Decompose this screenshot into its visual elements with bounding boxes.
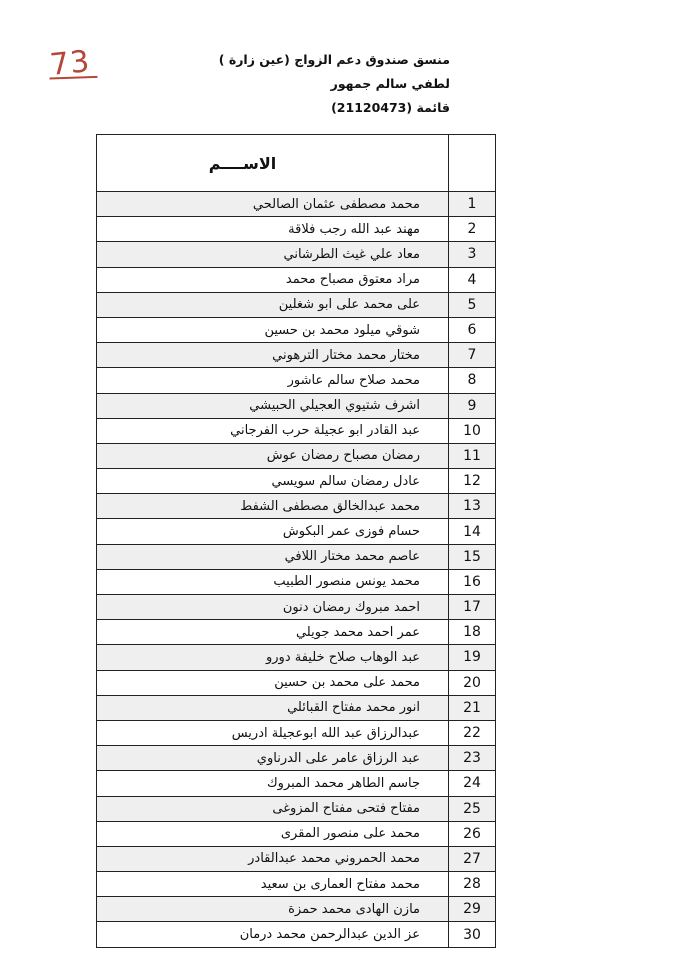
- row-number-cell: 22: [449, 720, 496, 745]
- row-number-cell: 27: [449, 846, 496, 871]
- row-number-cell: 5: [449, 292, 496, 317]
- row-name-cell: محمد عبدالخالق مصطفى الشفط: [97, 494, 449, 519]
- table-row: [97, 796, 496, 821]
- row-number-cell: 8: [449, 368, 496, 393]
- table-row: [97, 343, 496, 368]
- row-number-cell: 28: [449, 872, 496, 897]
- row-name-cell: محمد على محمد بن حسين: [97, 670, 449, 695]
- row-number-cell: 20: [449, 670, 496, 695]
- row-name-cell: عبد الرزاق عامر على الدرناوي: [97, 746, 449, 771]
- row-number-cell: 2: [449, 217, 496, 242]
- table-row: [97, 821, 496, 846]
- table-row: [97, 595, 496, 620]
- row-number-cell: 14: [449, 519, 496, 544]
- table-row: [97, 267, 496, 292]
- table-row: [97, 519, 496, 544]
- row-name-cell: شوقي ميلود محمد بن حسين: [97, 317, 449, 342]
- table-row: [97, 317, 496, 342]
- table-row: [97, 922, 496, 947]
- table-row: [97, 569, 496, 594]
- row-name-cell: محمد على منصور المقرى: [97, 821, 449, 846]
- table-row: [97, 670, 496, 695]
- row-number-cell: 6: [449, 317, 496, 342]
- table-header-row: [97, 135, 496, 192]
- row-number-cell: 29: [449, 897, 496, 922]
- table-row: [97, 872, 496, 897]
- header-title: منسق صندوق دعم الزواج (عين زارة ) لطفي سالم جمهور: [218, 52, 450, 91]
- table-row: [97, 897, 496, 922]
- row-number-cell: 17: [449, 595, 496, 620]
- header-list-number: قائمة (21120473): [331, 100, 450, 115]
- table-row: [97, 695, 496, 720]
- table-row: [97, 746, 496, 771]
- table-row: [97, 368, 496, 393]
- handwritten-page-number: 73: [48, 43, 92, 84]
- row-number-cell: 25: [449, 796, 496, 821]
- row-name-cell: محمد صلاح سالم عاشور: [97, 368, 449, 393]
- row-name-cell: حسام فوزى عمر البكوش: [97, 519, 449, 544]
- row-name-cell: عاصم محمد مختار اللافي: [97, 544, 449, 569]
- table-row: [97, 192, 496, 217]
- row-name-cell: مفتاح فتحى مفتاح المزوغى: [97, 796, 449, 821]
- table-row: [97, 771, 496, 796]
- names-table: [96, 134, 496, 948]
- table-row: [97, 469, 496, 494]
- row-name-cell: احمد مبروك رمضان دنون: [97, 595, 449, 620]
- row-number-cell: 24: [449, 771, 496, 796]
- table-row: [97, 544, 496, 569]
- row-name-cell: مازن الهادى محمد حمزة: [97, 897, 449, 922]
- table-row: [97, 292, 496, 317]
- table-row: [97, 393, 496, 418]
- row-number-cell: 4: [449, 267, 496, 292]
- row-name-cell: مختار محمد مختار الترهوني: [97, 343, 449, 368]
- row-number-cell: 7: [449, 343, 496, 368]
- row-number-cell: 21: [449, 695, 496, 720]
- row-number-cell: 11: [449, 443, 496, 468]
- row-name-cell: محمد مصطفى عثمان الصالحي: [97, 192, 449, 217]
- table-row: [97, 846, 496, 871]
- name-header-cell: الاســــم: [97, 135, 449, 192]
- table-row: [97, 720, 496, 745]
- row-name-cell: محمد الحمروني محمد عبدالقادر: [97, 846, 449, 871]
- table-row: [97, 217, 496, 242]
- row-name-cell: محمد مفتاح العمارى بن سعيد: [97, 872, 449, 897]
- row-number-cell: 9: [449, 393, 496, 418]
- row-name-cell: محمد يونس منصور الطبيب: [97, 569, 449, 594]
- table-row: [97, 242, 496, 267]
- row-number-cell: 19: [449, 645, 496, 670]
- row-name-cell: عبد الوهاب صلاح خليفة دورو: [97, 645, 449, 670]
- row-name-cell: مراد معتوق مصباح محمد: [97, 267, 449, 292]
- row-number-cell: 30: [449, 922, 496, 947]
- row-number-cell: 12: [449, 469, 496, 494]
- document-header: [180, 48, 450, 120]
- row-number-cell: 1: [449, 192, 496, 217]
- row-name-cell: انور محمد مفتاح القبائلي: [97, 695, 449, 720]
- table-row: [97, 620, 496, 645]
- table-row: [97, 494, 496, 519]
- row-name-cell: معاد علي غيث الطرشاني: [97, 242, 449, 267]
- row-number-cell: 16: [449, 569, 496, 594]
- row-name-cell: اشرف شتيوي العجيلي الحبيشي: [97, 393, 449, 418]
- row-name-cell: على محمد على ابو شغلين: [97, 292, 449, 317]
- row-number-cell: 13: [449, 494, 496, 519]
- row-name-cell: عز الدين عبدالرحمن محمد درمان: [97, 922, 449, 947]
- table-row: [97, 418, 496, 443]
- index-header-cell: [449, 135, 496, 192]
- row-number-cell: 23: [449, 746, 496, 771]
- row-number-cell: 10: [449, 418, 496, 443]
- row-number-cell: 15: [449, 544, 496, 569]
- table-row: [97, 645, 496, 670]
- row-name-cell: عبد القادر ابو عجيلة حرب الفرجاني: [97, 418, 449, 443]
- row-name-cell: عبدالرزاق عبد الله ابوعجيلة ادريس: [97, 720, 449, 745]
- row-number-cell: 18: [449, 620, 496, 645]
- row-number-cell: 3: [449, 242, 496, 267]
- table-row: [97, 443, 496, 468]
- row-number-cell: 26: [449, 821, 496, 846]
- row-name-cell: مهند عبد الله رجب فلاقة: [97, 217, 449, 242]
- row-name-cell: عادل رمضان سالم سويسي: [97, 469, 449, 494]
- row-name-cell: عمر احمد محمد جويلي: [97, 620, 449, 645]
- row-name-cell: رمضان مصباح رمضان عوش: [97, 443, 449, 468]
- row-name-cell: جاسم الطاهر محمد المبروك: [97, 771, 449, 796]
